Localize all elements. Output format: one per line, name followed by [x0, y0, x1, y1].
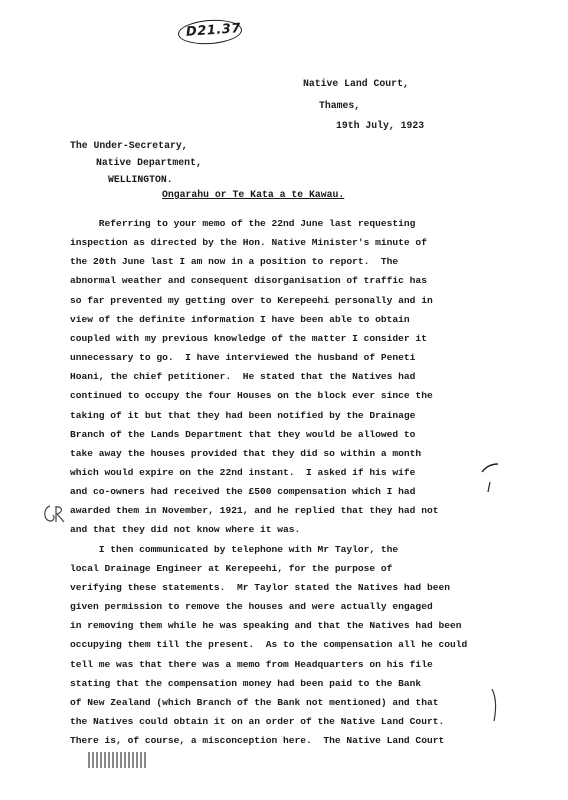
letter-subject: Ongarahu or Te Kata a te Kawau. [162, 189, 345, 200]
margin-right-mark [486, 685, 506, 725]
body-line: abnormal weather and consequent disorganisation of traffic has [70, 275, 427, 287]
body-line: and that they did not know where it was. [70, 524, 301, 536]
body-line: take away the houses provided that they did so within a month [70, 447, 422, 459]
body-line: of New Zealand (which Branch of the Bank not mentioned) and that [70, 696, 439, 708]
body-line: taking of it but that they had been notified by the Drainage [70, 409, 416, 421]
body-line: tell me was that there was a memo from Headquarters on his file [70, 658, 433, 670]
letterhead-office: Native Land Court, [303, 78, 409, 89]
body-line: continued to occupy the four Houses on the block ever since the [70, 390, 433, 402]
letterhead-date: 19th July, 1923 [336, 120, 425, 131]
body-line: inspection as directed by the Hon. Native Minister's minute of [70, 237, 427, 249]
margin-tick-mark [478, 458, 500, 492]
body-line: There is, of course, a misconception here. The Native Land Court [70, 735, 445, 746]
body-line: view of the definite information I have been able to obtain [70, 313, 410, 325]
body-line: which would expire on the 22nd instant. I asked if his wife [70, 466, 416, 478]
body-line: in removing them while he was speaking and that the Natives had been [70, 620, 462, 632]
body-line: unnecessary to go. I have interviewed the husband of Peneti [70, 352, 416, 363]
body-line: so far prevented my getting over to Kerepeehi personally and in [70, 294, 433, 306]
letterhead-place: Thames, [319, 100, 361, 111]
body-line: verifying these statements. Mr Taylor stated the Natives had been [70, 581, 450, 593]
body-line: Hoani, the chief petitioner. He stated that the Natives had [70, 371, 416, 383]
body-line: Branch of the Lands Department that they would be allowed to [70, 428, 416, 440]
recipient-city: WELLINGTON. [108, 174, 173, 185]
body-line: I then communicated by telephone with Mr Taylor, the [70, 543, 399, 555]
body-line: coupled with my previous knowledge of the matter I consider it [70, 332, 427, 344]
body-line: the Natives could obtain it on an order of the Native Land Court. [70, 715, 445, 727]
recipient-department: Native Department, [96, 157, 202, 168]
body-line: local Drainage Engineer at Kerepeehi, for the purpose of [70, 562, 393, 574]
body-line: given permission to remove the houses and were actually engaged [70, 601, 433, 612]
reference-number: D21.37 [185, 21, 242, 40]
body-line: stating that the compensation money had been paid to the Bank [70, 677, 422, 689]
body-line: awarded them in November, 1921, and he replied that they had not [70, 505, 439, 517]
body-line: occupying them till the present. As to the compensation all he could [70, 639, 468, 651]
recipient-title: The Under-Secretary, [70, 140, 188, 151]
ink-smudge [88, 752, 148, 768]
body-line: Referring to your memo of the 22nd June last requesting [70, 218, 416, 229]
margin-initials-mark [40, 500, 68, 528]
body-line: the 20th June last I am now in a position to report. The [70, 256, 399, 268]
body-line: and co-owners had received the £500 compensation which I had [70, 486, 416, 498]
